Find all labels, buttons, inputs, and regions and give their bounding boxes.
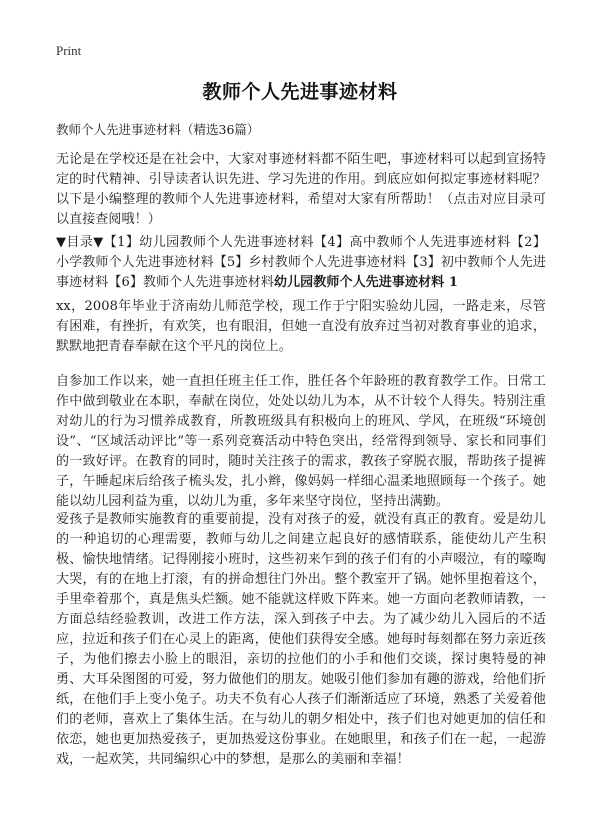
intro-paragraph: 无论是在学校还是在社会中，大家对事迹材料都不陌生吧，事迹材料可以起到宣扬特定的时代精神、引导读者认识先进、学习先进的作用。到底应如何拟定事迹材料呢？以下是小编整理的教师个人先进事迹材料，希望对大家有所帮助！（点击对应目录可以直接查阅哦！） [56,152,546,227]
body-paragraph: xx，2008年毕业于济南幼儿师范学校，现工作于宁阳实验幼儿园，一路走来，尽管有困难，有挫折，有欢笑，也有眼泪，但她一直没有放弃过当初对教育事业的追求，默默地把青春奉献在这个平凡的岗位上。 [56,299,546,354]
toc-link-2[interactable]: 【2】小学教师个人先进事迹材料 [56,235,546,270]
body-paragraph: 自参加工作以来，她一直担任班主任工作，胜任各个年龄班的教育教学工作。日常工作中做到敬业在本职，奉献在岗位，处处以幼儿为本，从不计较个人得失。特别注重对幼儿的行为习惯养成教育，所教班级具有积极向上的班风、学风，在班级“环境创设”、“区域活动评比”等一系列竞赛活动中特色突出，经常得到领导、家长和同事们的一致好评。在教育的同时，随时关注孩子的需求，教孩子穿脱衣服，帮助孩子提裤子，午睡起床后给孩子梳头发，扎小辫，像妈妈一样细心温柔地照顾每一个孩子。她能以幼儿园利益为重，以幼儿为重，多年来坚守岗位，坚持出满勤。 [56,374,546,509]
table-of-contents [56,233,546,293]
print-link[interactable]: Print [56,43,82,58]
body-paragraph: 爱孩子是教师实施教育的重要前提，没有对孩子的爱，就没有真正的教育。爱是幼儿的一种追切的心理需要，教师与幼儿之间建立起良好的感情联系，能使幼儿产生积极、愉快地情绪。记得刚接小班时，这些初来乍到的孩子们有的小声啜泣，有的嚎啕大哭，有的在地上打滚，有的拼命想往门外出。整个教室开了锅。她怀里抱着这个，手里牵着那个，真是焦头烂额。她不能就这样败下阵来。她一方面向老教师请教，一方面总结经验教训，改进工作方法，深入到孩子中去。为了减少幼儿入园后的不适应，拉近和孩子们在心灵上的距离，使他们获得安全感。她每时每刻都在努力亲近孩子，为他们擦去小脸上的眼泪，亲切的拉他们的小手和他们交谈，探讨奥特曼的神勇、大耳朵图图的可爱，努力做他们的朋友。她吸引他们参加有趣的游戏，给他们折纸，在他们手上变小兔子。功夫不负有心人孩子们渐渐适应了环境，熟悉了关爱着他们的老师，喜欢上了集体生活。在与幼儿的朝夕相处中，孩子们也对她更加的信任和依恋，她也更加热爱孩子，更加热爱这份事业。在她眼里，和孩子们在一起，一起游戏，一起欢笑，共同编织心中的梦想，是那么的美丽和幸福！ [56,512,546,767]
toc-prefix: ▼目录▼ [56,235,104,250]
document-title: 教师个人先进事迹材料 [202,81,398,103]
section-heading: 幼儿园教师个人先进事迹材料 1 [273,275,459,290]
toc-link-6[interactable]: 【6】教师个人先进事迹材料 [108,275,274,290]
toc-link-3[interactable]: 【3】初中教师个人先进事迹材料 [56,255,546,290]
toc-link-4[interactable]: 【4】高中教师个人先进事迹材料 [313,235,511,250]
toc-link-1[interactable]: 【1】幼儿园教师个人先进事迹材料 [103,235,314,250]
document-subtitle: 教师个人先进事迹材料（精选36篇） [56,122,260,137]
toc-link-5[interactable]: 【5】乡村教师个人先进事迹材料 [213,255,407,270]
